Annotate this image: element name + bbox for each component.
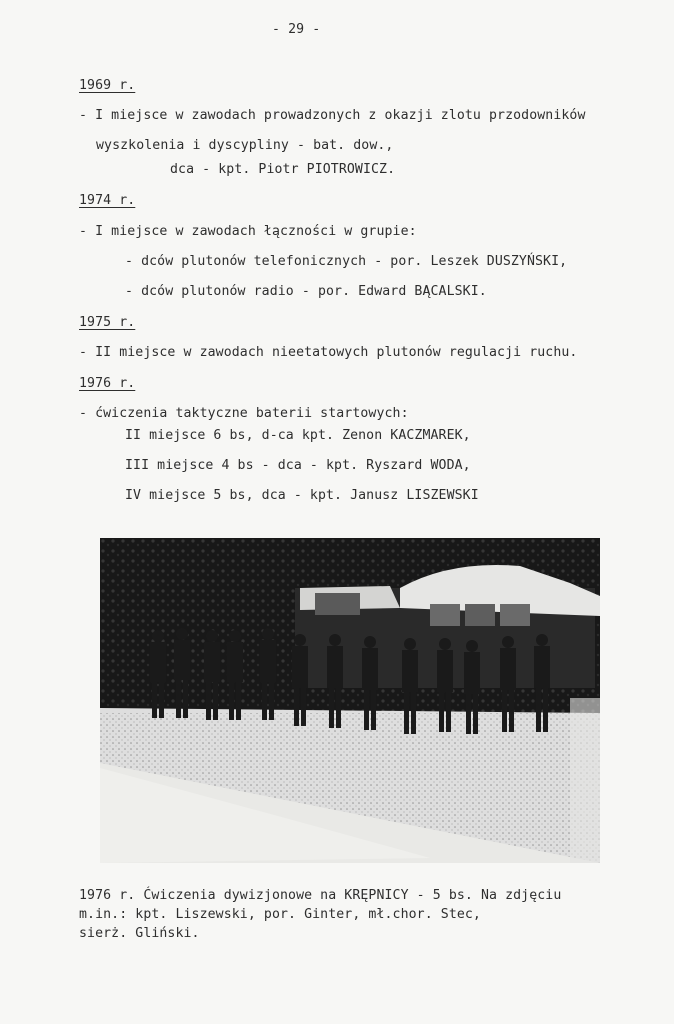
- entry-line: - II miejsce w zawodach nieetatowych plutonów regulacji ruchu.: [79, 345, 578, 360]
- group-photo: [100, 538, 600, 863]
- entry-line: II miejsce 6 bs, d-ca kpt. Zenon KACZMAREK,: [125, 428, 471, 443]
- year-heading-1976: 1976 r.: [79, 376, 136, 391]
- entry-line: - I miejsce w zawodach prowadzonych z okazji zlotu przodowników: [79, 108, 586, 123]
- year-heading-1974: 1974 r.: [79, 193, 136, 208]
- year-heading-1969: 1969 r.: [79, 78, 136, 93]
- page-number: - 29 -: [272, 22, 321, 37]
- entry-line: - ćwiczenia taktyczne baterii startowych:: [79, 406, 409, 421]
- photo-caption-line: sierż. Gliński.: [79, 926, 200, 941]
- entry-line: wyszkolenia i dyscypliny - bat. dow.,: [96, 138, 394, 153]
- entry-line: - dców plutonów telefonicznych - por. Leszek DUSZYŃSKI,: [125, 254, 568, 269]
- photo-illustration: [100, 538, 600, 863]
- entry-line: - I miejsce w zawodach łączności w grupie:: [79, 224, 417, 239]
- photo-caption-line: 1976 r. Ćwiczenia dywizjonowe na KRĘPNICY - 5 bs. Na zdjęciu: [79, 888, 562, 903]
- entry-line: - dców plutonów radio - por. Edward BĄCALSKI.: [125, 284, 487, 299]
- year-heading-1975: 1975 r.: [79, 315, 136, 330]
- entry-line: IV miejsce 5 bs, dca - kpt. Janusz LISZEWSKI: [125, 488, 479, 503]
- entry-line: dca - kpt. Piotr PIOTROWICZ.: [170, 162, 396, 177]
- photo-caption-line: m.in.: kpt. Liszewski, por. Ginter, mł.chor. Stec,: [79, 907, 481, 922]
- entry-line: III miejsce 4 bs - dca - kpt. Ryszard WODA,: [125, 458, 471, 473]
